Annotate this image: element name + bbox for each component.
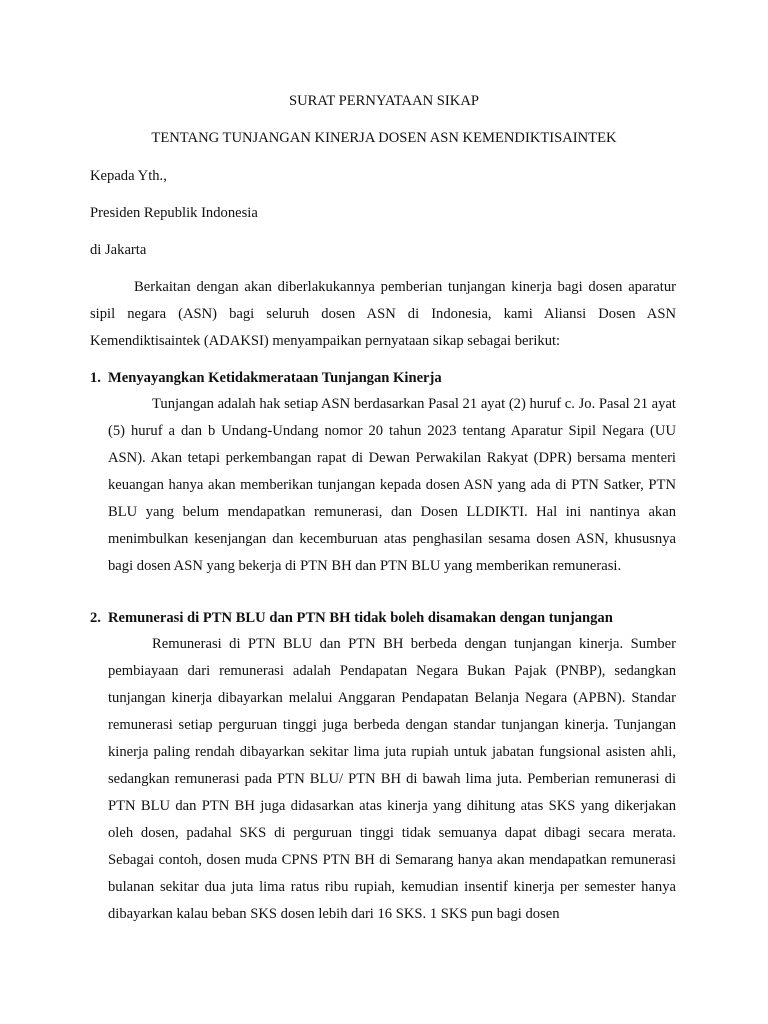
document-subtitle: TENTANG TUNJANGAN KINERJA DOSEN ASN KEMENDIKTISAINTEK: [151, 130, 617, 146]
address-recipient-location: di Jakarta: [90, 242, 147, 258]
point-2-heading: Remunerasi di PTN BLU dan PTN BH tidak boleh disamakan dengan tunjangan: [108, 610, 613, 626]
point-2-body: Remunerasi di PTN BLU dan PTN BH berbeda dengan tunjangan kinerja. Sumber pembiayaan dari remunerasi adalah Pendapatan Negara Bukan Pajak (PNBP), sedangkan tunjangan kinerja dibayarkan melalui Anggaran Pendapatan Belanja Negara (APBN). Standar remunerasi setiap perguruan tinggi juga berbeda dengan standar tunjangan kinerja. Tunjangan kinerja paling rendah dibayarkan sekitar lima juta rupiah untuk jabatan fungsional asisten ahli, sedangkan remunerasi pada PTN BLU/ PTN BH di bawah lima juta. Pemberian remunerasi di PTN BLU dan PTN BH juga didasarkan atas kinerja yang dihitung atas SKS yang dikerjakan oleh dosen, padahal SKS di perguruan tinggi tidak semuanya dapat dibagi secara merata. Sebagai contoh, dosen muda CPNS PTN BH di Semarang hanya akan mendapatkan remunerasi bulanan sekitar dua juta lima ratus ribu rupiah, kemudian insentif kinerja per semester hanya dibayarkan kalau beban SKS dosen lebih dari 16 SKS. 1 SKS pun bagi dosen: [108, 636, 676, 922]
point-2-number: 2.: [90, 610, 101, 626]
address-recipient-salutation: Kepada Yth.,: [90, 168, 167, 184]
point-1-body: Tunjangan adalah hak setiap ASN berdasarkan Pasal 21 ayat (2) huruf c. Jo. Pasal 21 ayat (5) huruf a dan b Undang-Undang nomor 20 tahun 2023 tentang Aparatur Sipil Negara (UU ASN). Akan tetapi perkembangan rapat di Dewan Perwakilan Rakyat (DPR) bersama menteri keuangan hanya akan memberikan tunjangan kepada dosen ASN yang ada di PTN Satker, PTN BLU yang belum mendapatkan remunerasi, dan Dosen LLDIKTI. Hal ini nantinya akan menimbulkan kesenjangan dan kecemburuan atas penghasilan sesama dosen ASN, khususnya bagi dosen ASN yang bekerja di PTN BH dan PTN BLU yang memberikan remunerasi.: [108, 396, 676, 574]
point-1-heading: Menyayangkan Ketidakmerataan Tunjangan Kinerja: [108, 370, 442, 386]
address-recipient-name: Presiden Republik Indonesia: [90, 205, 258, 221]
intro-paragraph: Berkaitan dengan akan diberlakukannya pemberian tunjangan kinerja bagi dosen aparatur sipil negara (ASN) bagi seluruh dosen ASN di Indonesia, kami Aliansi Dosen ASN Kemendiktisaintek (ADAKSI) menyampaikan pernyataan sikap sebagai berikut:: [90, 279, 676, 349]
document-title: SURAT PERNYATAAN SIKAP: [289, 93, 479, 109]
point-1-number: 1.: [90, 370, 101, 386]
